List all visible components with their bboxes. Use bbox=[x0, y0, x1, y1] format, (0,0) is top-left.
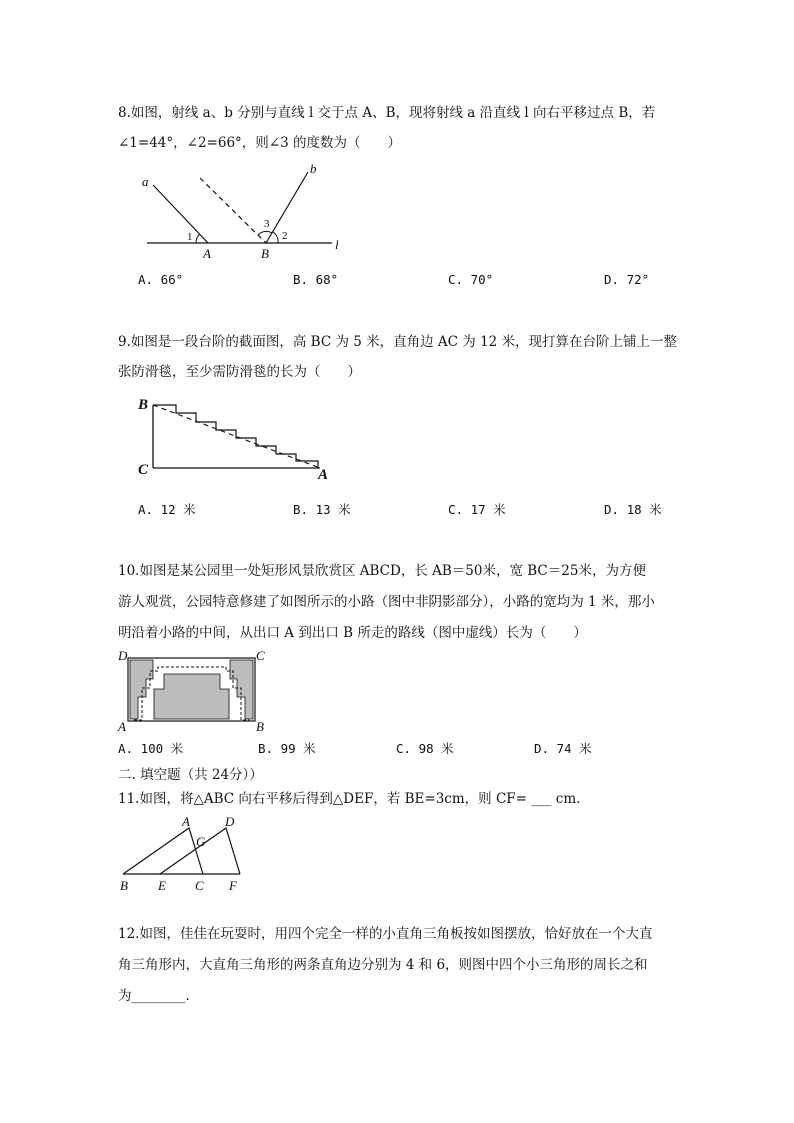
q10-option-d[interactable]: D. 74 米 bbox=[534, 741, 592, 756]
q11-text-line1: 11.如图，将△ABC 向右平移后得到△DEF，若 BE=3cm，则 CF= ___ cm. bbox=[118, 791, 581, 807]
q9-option-a[interactable]: A. 12 米 bbox=[138, 502, 196, 517]
q11-label-D: D bbox=[225, 814, 235, 829]
q8-label-3: 3 bbox=[264, 218, 270, 230]
q9-option-d[interactable]: D. 18 米 bbox=[604, 502, 662, 517]
q8-label-l: l bbox=[335, 237, 339, 252]
q10-label-B: B bbox=[256, 719, 264, 734]
q12-text-line2: 角三角形内，大直角三角形的两条直角边分别为 4 和 6，则图中四个小三角形的周长之和 bbox=[118, 957, 648, 973]
q11-label-B: B bbox=[120, 878, 128, 893]
q8-text-line1: 8.如图，射线 a、b 分别与直线 l 交于点 A、B，现将射线 a 沿直线 l 向右平移过点 B，若 bbox=[118, 105, 656, 121]
q10-label-C: C bbox=[256, 648, 265, 663]
q12-text-line1: 12.如图，佳佳在玩耍时，用四个完全一样的小直角三角板按如图摆放，恰好放在一个大直 bbox=[118, 926, 653, 942]
q8-label-a: a bbox=[142, 174, 149, 189]
q9-text-line2: 张防滑毯，至少需防滑毯的长为（ ） bbox=[118, 364, 361, 380]
q11-label-C: C bbox=[195, 878, 204, 893]
q11-triangle-abc bbox=[123, 828, 203, 874]
q11-label-G: G bbox=[196, 834, 206, 849]
q9-option-c[interactable]: C. 17 米 bbox=[448, 502, 506, 517]
q8-label-2: 2 bbox=[282, 230, 288, 242]
q8-label-A: A bbox=[203, 246, 211, 261]
q9-label-C: C bbox=[138, 462, 149, 478]
q8-option-a[interactable]: A. 66° bbox=[138, 272, 184, 287]
q11-label-E: E bbox=[158, 878, 166, 893]
q9-label-A: A bbox=[318, 467, 329, 483]
q11-label-A: A bbox=[182, 814, 190, 829]
q8-label-1: 1 bbox=[187, 231, 193, 243]
q9-label-B: B bbox=[138, 397, 149, 413]
q8-option-c[interactable]: C. 70° bbox=[448, 272, 494, 287]
q8-text-line2: ∠1=44°，∠2=66°，则∠3 的度数为（ ） bbox=[118, 135, 401, 151]
q10-option-c[interactable]: C. 98 米 bbox=[396, 741, 454, 756]
q8-option-d[interactable]: D. 72° bbox=[604, 272, 650, 287]
q10-text-line1: 10.如图是某公园里一处矩形风景欣赏区 ABCD，长 AB＝50米，宽 BC＝25米，为方便 bbox=[118, 563, 646, 579]
q9-text-line1: 9.如图是一段台阶的截面图，高 BC 为 5 米，直角边 AC 为 12 米，现打算在台阶上铺上一整 bbox=[118, 334, 678, 350]
q12-text-line3: 为________. bbox=[118, 988, 190, 1004]
q10-label-D: D bbox=[118, 648, 128, 663]
q8-option-b[interactable]: B. 68° bbox=[293, 272, 339, 287]
q8-label-b: b bbox=[310, 161, 317, 176]
q10-option-b[interactable]: B. 99 米 bbox=[258, 741, 316, 756]
q11-label-F: F bbox=[229, 878, 237, 893]
q9-option-b[interactable]: B. 13 米 bbox=[293, 502, 351, 517]
section2-title: 二. 填空题（共 24分）） bbox=[118, 767, 263, 783]
q10-label-A: A bbox=[118, 719, 126, 734]
q10-text-line2: 游人观赏，公园特意修建了如图所示的小路（图中非阴影部分），小路的宽均为 1 米，那小 bbox=[118, 594, 655, 610]
q8-label-B: B bbox=[261, 246, 269, 261]
q10-option-a[interactable]: A. 100 米 bbox=[118, 741, 184, 756]
q10-text-line3: 明沿着小路的中间，从出口 A 到出口 B 所走的路线（图中虚线）长为（ ） bbox=[118, 625, 587, 641]
